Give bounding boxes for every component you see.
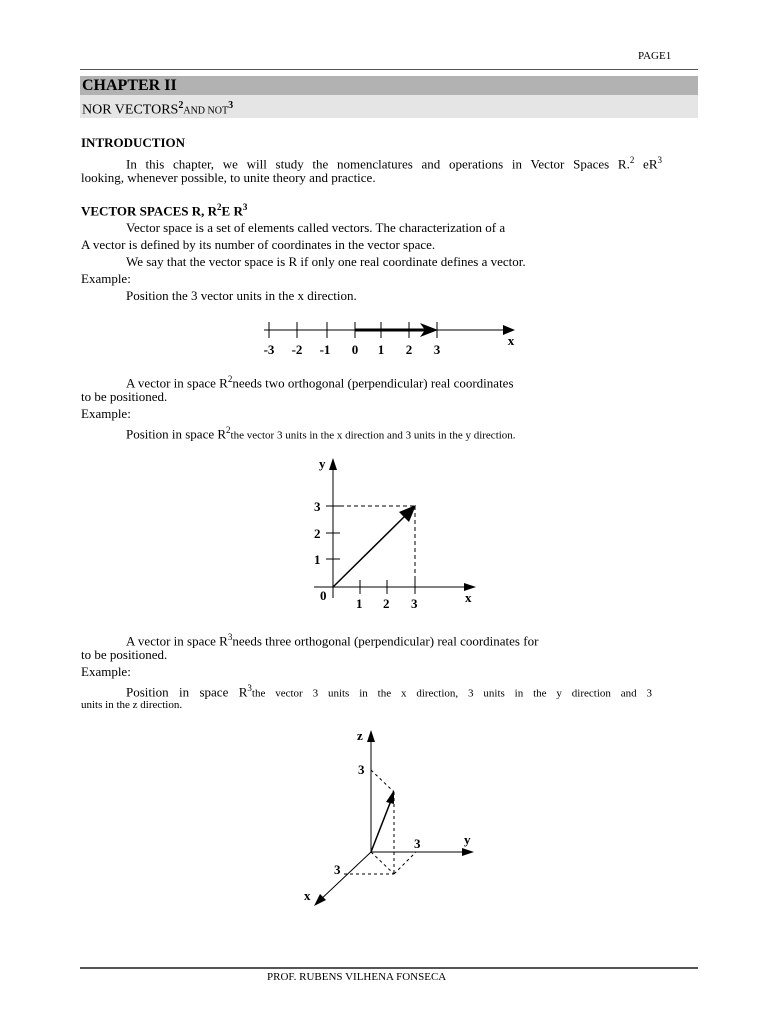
y-value-label: 3 — [414, 836, 421, 851]
y-axis-label: y — [319, 456, 326, 471]
y-axis-arrowhead — [462, 848, 474, 856]
tick-label: 0 — [351, 342, 359, 357]
bottom-rule — [80, 967, 698, 969]
tick-label: 1 — [377, 342, 385, 357]
example-1-text: Position the 3 vector units in the x direction. — [126, 288, 357, 303]
r2-line-1: A vector in space $R^2needs$ two orthogonal (perpendicular) real coordinates — [126, 374, 514, 391]
intro-line-2: looking, whenever possible, to unite theory and practice. — [81, 170, 376, 185]
top-rule — [80, 69, 698, 70]
x-tick-label: 2 — [383, 596, 390, 611]
vector-shaft — [371, 798, 392, 852]
z-axis-arrowhead — [367, 730, 375, 742]
r2-line-2: to be positioned. — [81, 389, 168, 404]
z-value-label: 3 — [358, 762, 365, 777]
y-tick-label: 1 — [314, 552, 321, 567]
example-3-text: Position in space $R^3the$ vector 3 units in the x direction, 3 units in the y direction and 3 — [126, 683, 653, 700]
number-line-figure — [250, 312, 530, 362]
x-axis-label: x — [304, 888, 311, 903]
chapter-title: CHAPTER II — [82, 77, 177, 94]
x-value-label: 3 — [334, 862, 341, 877]
guide-dashed — [394, 852, 416, 874]
x-axis-line — [318, 852, 371, 902]
spaces-p3: We say that the vector space is R if only one real coordinate defines a vector. — [126, 254, 526, 269]
r3-line-1: A vector in space $R^3needs$ three orthogonal (perpendicular) real coordinates for — [126, 632, 539, 649]
origin-label: 0 — [320, 588, 327, 603]
intro-heading: INTRODUCTION — [81, 135, 186, 150]
example-label-1: Example: — [81, 271, 131, 286]
r3-line-2: to be positioned. — [81, 647, 168, 662]
example-3-text-cont: units in the z direction. — [81, 699, 183, 711]
example-label-3: Example: — [81, 664, 131, 679]
y-axis-label: y — [464, 832, 471, 847]
y-tick-label: 2 — [314, 526, 321, 541]
footer-author: PROF. RUBENS VILHENA FONSECA — [267, 971, 447, 983]
tick-label: -1 — [319, 342, 331, 357]
tick-label: -2 — [291, 342, 303, 357]
tick-label: 2 — [405, 342, 413, 357]
chapter-subtitle: NOR VECTORS$^2$AND NOT$^3$ — [82, 100, 234, 118]
vector-arrowhead — [386, 790, 394, 804]
intro-line-1: In this chapter, we will study the nomenclatures and operations in Vector Spaces R.$^2$ $eR^3$ — [126, 155, 662, 172]
x-axis-label: x — [465, 590, 472, 605]
axis-label-x: x — [507, 333, 515, 348]
vector-shaft — [333, 514, 407, 587]
spaces-p1: Vector space is a set of elements called vectors. The characterization of a — [126, 220, 506, 235]
guide-dashed — [371, 852, 394, 874]
y-axis-arrowhead — [329, 458, 337, 470]
spaces-p2: A vector is defined by its number of coordinates in the vector space. — [81, 237, 436, 252]
page-number: PAGE1 — [638, 50, 672, 62]
x-tick-label: 1 — [356, 596, 363, 611]
tick-label: 3 — [433, 342, 441, 357]
plane-figure — [300, 450, 490, 615]
z-axis-label: z — [357, 728, 363, 743]
tick-label: -3 — [263, 342, 275, 357]
spaces-heading: VECTOR SPACES R, $R^2E$ $R^3$ — [81, 202, 248, 219]
y-tick-label: 3 — [314, 499, 321, 514]
guide-dashed — [371, 770, 394, 792]
example-label-2: Example: — [81, 406, 131, 421]
x-tick-label: 3 — [411, 596, 418, 611]
example-2-text: Position in space $R^2the$ vector 3 units in the x direction and 3 units in the y direction. — [126, 425, 516, 442]
space-figure — [296, 722, 496, 912]
